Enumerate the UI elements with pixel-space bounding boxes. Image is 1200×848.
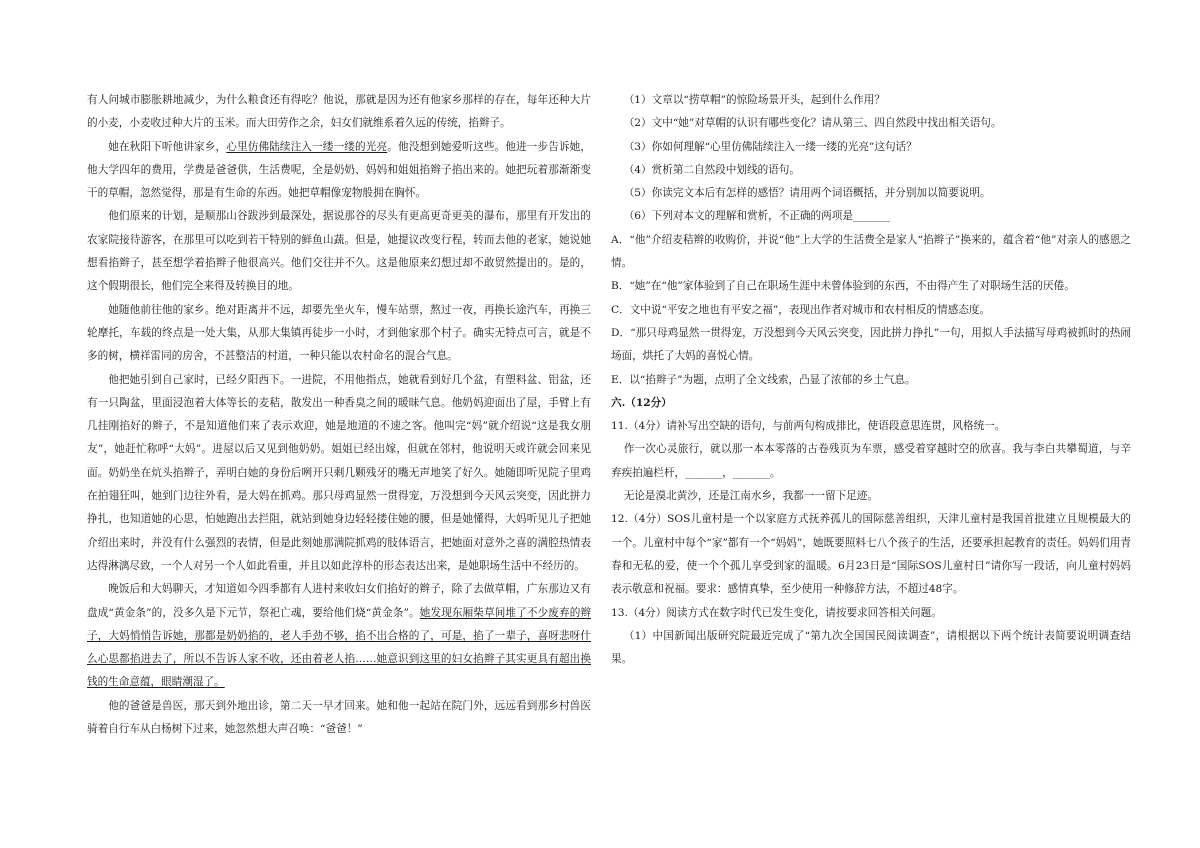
question-11-passage-end: 无论是漠北黄沙，还是江南水乡，我都一一留下足迹。 xyxy=(623,490,878,503)
section-six-heading: 六.（12分） xyxy=(611,396,672,409)
questions-column xyxy=(611,89,1131,671)
option-e: E．以“掐辫子”为题，点明了全文线索，凸显了浓郁的乡土气息。 xyxy=(611,373,916,386)
passage-paragraph-3: 他们原来的计划，是顺那山谷跋涉到最深处，据说那谷的尽头有更高更奇更美的瀑布，那里有开发出的农家院接待游客，在那里可以吃到若干特别的鲜鱼山蔬。但是，她提议改变行程，转而去他的老家，她说她想看掐辫子，甚至想学着掐辫子他很高兴。他们交往并不久。这是他原来幻想过却不敢贸然提出的。是的，这个假期很长，他们完全来得及转换目的地。 xyxy=(87,210,591,293)
underlined-passage-braids: 她发现东厢柴草间堆了不少废弃的辫子，大妈悄悄告诉她，那都是奶奶掐的，老人手劲不够，掐不出合格的了，可是，掐了一辈子，喜呀悲呀什么心思都掐进去了，所以不告诉人家不收，还由着老人掐……她意识到这里的妇女掐辫子其实更具有超出换钱的生命意蕴，眼睛潮湿了。 xyxy=(87,606,592,689)
underlined-sentence-light: 心里仿佛陆续注入一缕一缕的光亮 xyxy=(226,140,388,153)
option-a: A．“他”介绍麦秸辫的收购价，并说“他”上大学的生活费全是家人“掐辫子”换来的，蕴含着“他”对亲人的感恩之情。 xyxy=(611,233,1131,270)
question-13-part-1: （1）中国新闻出版研究院最近完成了“第九次全国国民阅读调查”，请根据以下两个统计表简要说明调查结果。 xyxy=(611,629,1131,666)
question-11-passage: 作一次心灵旅行，就以那一本本零落的古卷残页为车票，感受着穿越时空的欣喜。我与李白共攀蜀道，与辛弃疾拍遍栏杆，_______，_______。 xyxy=(611,443,1131,479)
paragraph-2-text-a: 她在秋阳下听他讲家乡， xyxy=(108,140,227,153)
reading-passage xyxy=(87,89,591,741)
passage-paragraph-4: 她随他前往他的家乡。绝对距离并不远，却要先坐火车，慢车站票，熬过一夜，再换长途汽车，再换三轮摩托，车载的终点是一处大集，从那大集镇再徒步一小时，才到他家那个村子。确实无特点可言，就是不多的树，横祥雷同的房舍，不甚整洁的村道，一种只能以农村命名的混合气息。 xyxy=(87,303,591,363)
question-2: （2）文中“她”对草帽的认识有哪些变化？请从第三、四自然段中找出相关语句。 xyxy=(623,117,1002,130)
passage-paragraph-6 xyxy=(87,578,591,694)
question-5: （5）你读完文本后有怎样的感悟？请用两个词语概括，并分别加以简要说明。 xyxy=(623,187,991,200)
question-3: （3）你如何理解“心里仿佛陆续注入一缕一缕的光亮”这句话？ xyxy=(623,140,917,153)
option-c: C．文中说“平安之地也有平安之福”，表现出作者对城市和农村相反的情感态度。 xyxy=(611,303,991,316)
passage-paragraph-7: 他的爸爸是兽医，那天到外地出诊，第二天一早才回来。她和他一起站在院门外，远远看到那乡村兽医骑着自行车从白杨树下过来，她忽然想大声召唤：“爸爸！” xyxy=(87,699,591,736)
passage-paragraph-1: 有人问城市膨胀耕地减少，为什么粮食还有得吃？他说，那就是因为还有他家乡那样的存在，每年还种大片的小麦，小麦收过种大片的玉米。而大田劳作之余，妇女们就维系着久远的传统，掐辫子。 xyxy=(87,94,591,130)
question-11: 11.（4分）请补写出空缺的语句，与前两句构成排比，使语段意思连贯，风格统一。 xyxy=(611,420,1006,433)
passage-paragraph-5: 他把她引到自己家时，已经夕阳西下。一进院，不用他指点，她就看到好几个盆，有塑料盆、铝盆，还有一只陶盆，里面浸泡着大体等长的麦秸，散发出一种香臭之间的暖昧气息。他奶妈迎面出了屋，手臂上有几挂刚掐好的辫子，不是知道他们来了表示欢迎，她是地道的不速之客。他叫完“妈”就介绍说“这是我女朋友”，她赶忙称呼“大妈”。进屋以后又见到他奶奶。姐姐已经出嫁，但就在邻村，他说明天或许就会回来见面。奶奶坐在炕头掐辫子，弄明白她的身份后咧开只剩几颗残牙的嘴无声地笑了好久。她随即听见院子里鸡在拍翅狂叫，她到门边往外看，是大妈在抓鸡。那只母鸡显然一贯得宠，万没想到今天风云突变，因此拼力挣扎，也知道她的心思，怕她跑出去拦阻，就站到她身边轻轻搂住她的腰，但是她懂得，大妈听见儿子把她介绍出来时，并没有什么强烈的表情，但是此刻她那满院抓鸡的肢体语言，把她面对意外之喜的满腔热情表达得淋漓尽致，一个人对另一个人如此看重，并且以如此淳朴的形态表达出来，是她职场生活中不经历的。 xyxy=(87,373,591,572)
option-d: D．“那只母鸡显然一贯得宠，万没想到今天风云突变，因此拼力挣扎”一句，用拟人手法描写母鸡被抓时的热闹场面，烘托了大妈的喜悦心情。 xyxy=(611,326,1131,363)
question-4: （4）赏析第二自然段中划线的语句。 xyxy=(623,163,800,176)
question-1: （1）文章以“捞草帽”的惊险场景开头，起到什么作用？ xyxy=(623,94,885,106)
option-b: B．“她”在“他”家体验到了自己在职场生涯中未曾体验到的东西，不由得产生了对职场生活的厌倦。 xyxy=(611,280,1075,293)
passage-paragraph-2 xyxy=(87,136,591,206)
question-6: （6）下列对本文的理解和赏析，不正确的两项是_______ xyxy=(623,210,891,223)
paragraph-2-text-b: 。他没想到她爱听这些。他进一步告诉她，他大学四年的费用，学费是爸爸供，生活费呢，全是奶奶、妈妈和姐姐掐辫子掐出来的。她把玩着那渐渐变干的草帽，忽然觉得，那是有生命的东西。她把草帽像宠物般拥在胸怀。 xyxy=(87,140,592,200)
question-13: 13.（4分）阅读方式在数字时代已发生变化，请按要求回答相关问题。 xyxy=(611,606,942,619)
paragraph-6-text-a: 晚饭后和大妈聊天，才知道如今四季都有人进村来收妇女们掐好的辫子，除了去做草帽，广东那边又有盘成“黄金条”的，没多久是下元节，祭祀亡魂，要给他们烧“黄金条”。 xyxy=(87,583,591,619)
question-12: 12.（4分）SOS儿童村是一个以家庭方式抚养孤儿的国际慈善组织，天津儿童村是我国首批建立且规模最大的一个。儿童村中每个“家”都有一个“妈妈”，她既要照料七八个孩子的生活，还要承担起教育的责任。妈妈们用青春和无私的爱，使一个个孤儿享受到家的温暖。6月23日是“国际SOS儿童村日”请你写一段话，向儿童村妈妈表示敬意和祝福。要求：感情真挚，至少使用一种修辞方法，不超过48字。 xyxy=(611,513,1131,596)
